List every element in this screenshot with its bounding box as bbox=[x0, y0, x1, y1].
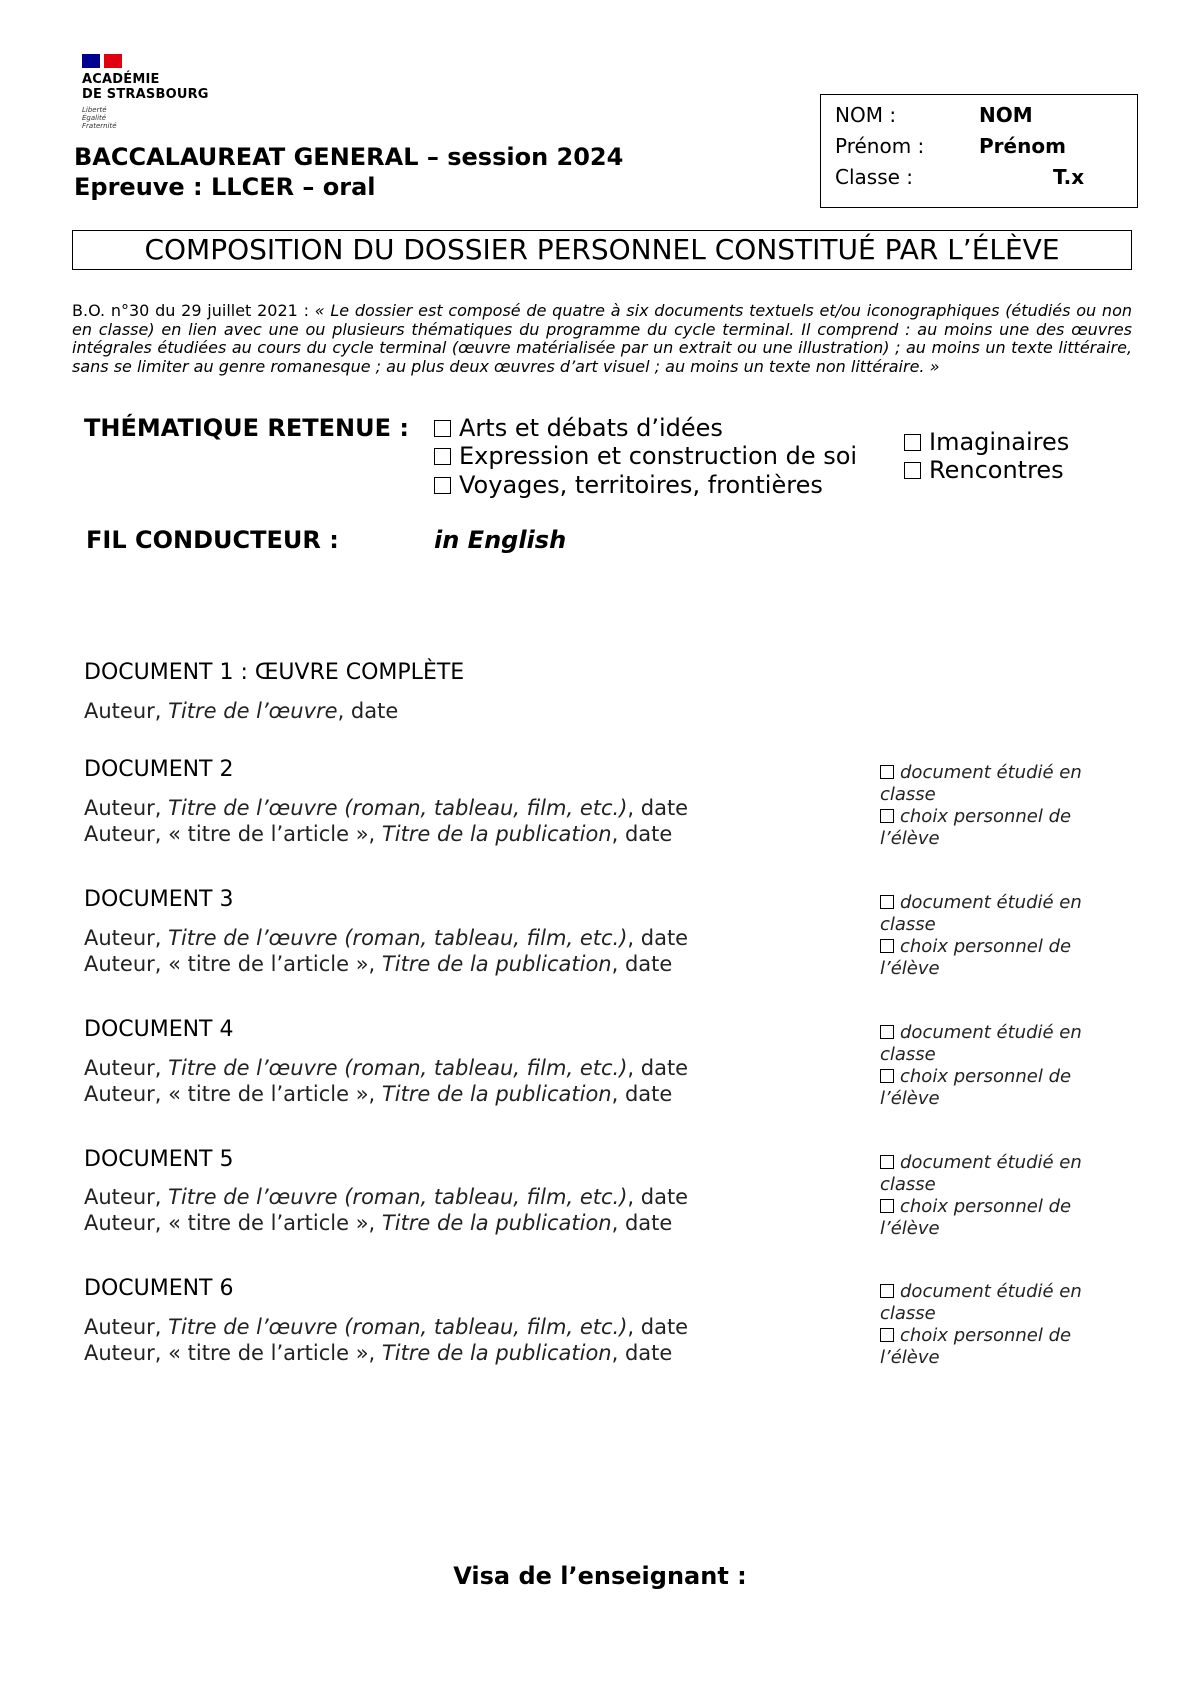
academie-logo bbox=[82, 72, 209, 102]
document-3-options bbox=[880, 892, 1130, 980]
personal-option[interactable]: choix personnel de l’élève bbox=[880, 1196, 1072, 1239]
checkbox-icon[interactable] bbox=[434, 477, 451, 494]
motto-1: Liberté bbox=[82, 106, 107, 114]
document-4-heading: DOCUMENT 4 bbox=[84, 1017, 234, 1042]
checkbox-icon[interactable] bbox=[434, 420, 451, 437]
document-1-line[interactable]: Auteur, Titre de l’œuvre, date bbox=[84, 699, 399, 723]
student-info-box bbox=[820, 94, 1138, 208]
studied-option[interactable]: document étudié en classe bbox=[880, 892, 1082, 935]
checkbox-icon[interactable] bbox=[904, 434, 921, 451]
checkbox-icon[interactable] bbox=[880, 1328, 894, 1342]
document-2-line-1[interactable]: Auteur, Titre de l’œuvre (roman, tableau, film, etc.), date bbox=[84, 796, 689, 820]
checkbox-icon[interactable] bbox=[880, 1284, 894, 1298]
motto-2: Égalité bbox=[82, 114, 107, 122]
document-3-line-1[interactable]: Auteur, Titre de l’œuvre (roman, tableau, film, etc.), date bbox=[84, 926, 689, 950]
teacher-visa-label: Visa de l’enseignant : bbox=[453, 1562, 747, 1590]
document-2-options bbox=[880, 762, 1130, 850]
checkbox-icon[interactable] bbox=[880, 1199, 894, 1213]
logo-line-1: ACADÉMIE bbox=[82, 72, 160, 87]
personal-option[interactable]: choix personnel de l’élève bbox=[880, 1325, 1072, 1368]
checkbox-icon[interactable] bbox=[880, 1155, 894, 1169]
theme-option-voyages[interactable]: Voyages, territoires, frontières bbox=[434, 471, 823, 499]
document-6-line-1[interactable]: Auteur, Titre de l’œuvre (roman, tableau, film, etc.), date bbox=[84, 1315, 689, 1339]
studied-option[interactable]: document étudié en classe bbox=[880, 1152, 1082, 1195]
checkbox-icon[interactable] bbox=[880, 895, 894, 909]
document-4-line-1[interactable]: Auteur, Titre de l’œuvre (roman, tableau, film, etc.), date bbox=[84, 1056, 689, 1080]
exam-line-1: BACCALAUREAT GENERAL – session 2024 bbox=[74, 143, 624, 171]
document-4-line-2[interactable]: Auteur, « titre de l’article », Titre de la publication, date bbox=[84, 1082, 673, 1106]
studied-option[interactable]: document étudié en classe bbox=[880, 1022, 1082, 1065]
classe-label: Classe : bbox=[835, 165, 914, 189]
document-2-line-2[interactable]: Auteur, « titre de l’article », Titre de la publication, date bbox=[84, 822, 673, 846]
republic-flag-icon bbox=[82, 54, 122, 68]
fil-conducteur-value[interactable]: in English bbox=[434, 526, 567, 554]
theme-option-arts[interactable]: Arts et débats d’idées bbox=[434, 414, 723, 442]
checkbox-icon[interactable] bbox=[880, 809, 894, 823]
theme-option-imaginaires[interactable]: Imaginaires bbox=[904, 428, 1069, 456]
exam-title bbox=[74, 142, 623, 202]
logo-motto bbox=[82, 106, 117, 130]
checkbox-icon[interactable] bbox=[434, 448, 451, 465]
document-5-line-2[interactable]: Auteur, « titre de l’article », Titre de la publication, date bbox=[84, 1211, 673, 1235]
personal-option[interactable]: choix personnel de l’élève bbox=[880, 936, 1072, 979]
logo-line-2: DE STRASBOURG bbox=[82, 87, 209, 102]
document-4-options bbox=[880, 1022, 1130, 1110]
document-3-heading: DOCUMENT 3 bbox=[84, 887, 234, 912]
checkbox-icon[interactable] bbox=[904, 462, 921, 479]
document-6-line-2[interactable]: Auteur, « titre de l’article », Titre de la publication, date bbox=[84, 1341, 673, 1365]
document-6-options bbox=[880, 1281, 1130, 1369]
document-5-line-1[interactable]: Auteur, Titre de l’œuvre (roman, tableau, film, etc.), date bbox=[84, 1185, 689, 1209]
studied-option[interactable]: document étudié en classe bbox=[880, 1281, 1082, 1324]
personal-option[interactable]: choix personnel de l’élève bbox=[880, 806, 1072, 849]
document-6-heading: DOCUMENT 6 bbox=[84, 1276, 234, 1301]
main-title: COMPOSITION DU DOSSIER PERSONNEL CONSTITUÉ PAR L’ÉLÈVE bbox=[72, 230, 1132, 270]
checkbox-icon[interactable] bbox=[880, 939, 894, 953]
document-5-options bbox=[880, 1152, 1130, 1240]
motto-3: Fraternité bbox=[82, 122, 117, 130]
nom-value[interactable]: NOM bbox=[979, 103, 1033, 127]
fil-conducteur-label: FIL CONDUCTEUR : bbox=[86, 526, 339, 554]
checkbox-icon[interactable] bbox=[880, 1069, 894, 1083]
bo-quote: « Le dossier est composé de quatre à six documents textuels et/ou iconographiques (étudiés ou non en classe) en lien avec une ou plusieurs thématiques du programme du cycle terminal. Il comprend : au moins une des œuvres intégrales étudiées au cours du cycle terminal (œuvre matérialisée par un extrait ou une illustration) ; au moins un texte littéraire, sans se limiter au genre romanesque ; au plus deux œuvres d’art visuel ; au moins un texte non littéraire. » bbox=[72, 301, 1132, 376]
document-1-heading: DOCUMENT 1 : ŒUVRE COMPLÈTE bbox=[84, 660, 465, 685]
prenom-value[interactable]: Prénom bbox=[979, 134, 1066, 158]
theme-option-rencontres[interactable]: Rencontres bbox=[904, 456, 1064, 484]
checkbox-icon[interactable] bbox=[880, 1025, 894, 1039]
checkbox-icon[interactable] bbox=[880, 765, 894, 779]
exam-line-2: Epreuve : LLCER – oral bbox=[74, 173, 376, 201]
thematique-label: THÉMATIQUE RETENUE : bbox=[84, 414, 409, 442]
nom-label: NOM : bbox=[835, 103, 897, 127]
document-2-heading: DOCUMENT 2 bbox=[84, 757, 234, 782]
bo-ref: B.O. n°30 du 29 juillet 2021 : bbox=[72, 301, 315, 320]
theme-option-expression[interactable]: Expression et construction de soi bbox=[434, 442, 857, 470]
prenom-label: Prénom : bbox=[835, 134, 925, 158]
classe-value[interactable]: T.x bbox=[1053, 165, 1085, 189]
document-3-line-2[interactable]: Auteur, « titre de l’article », Titre de la publication, date bbox=[84, 952, 673, 976]
bo-reference bbox=[72, 302, 1132, 376]
document-5-heading: DOCUMENT 5 bbox=[84, 1147, 234, 1172]
personal-option[interactable]: choix personnel de l’élève bbox=[880, 1066, 1072, 1109]
studied-option[interactable]: document étudié en classe bbox=[880, 762, 1082, 805]
